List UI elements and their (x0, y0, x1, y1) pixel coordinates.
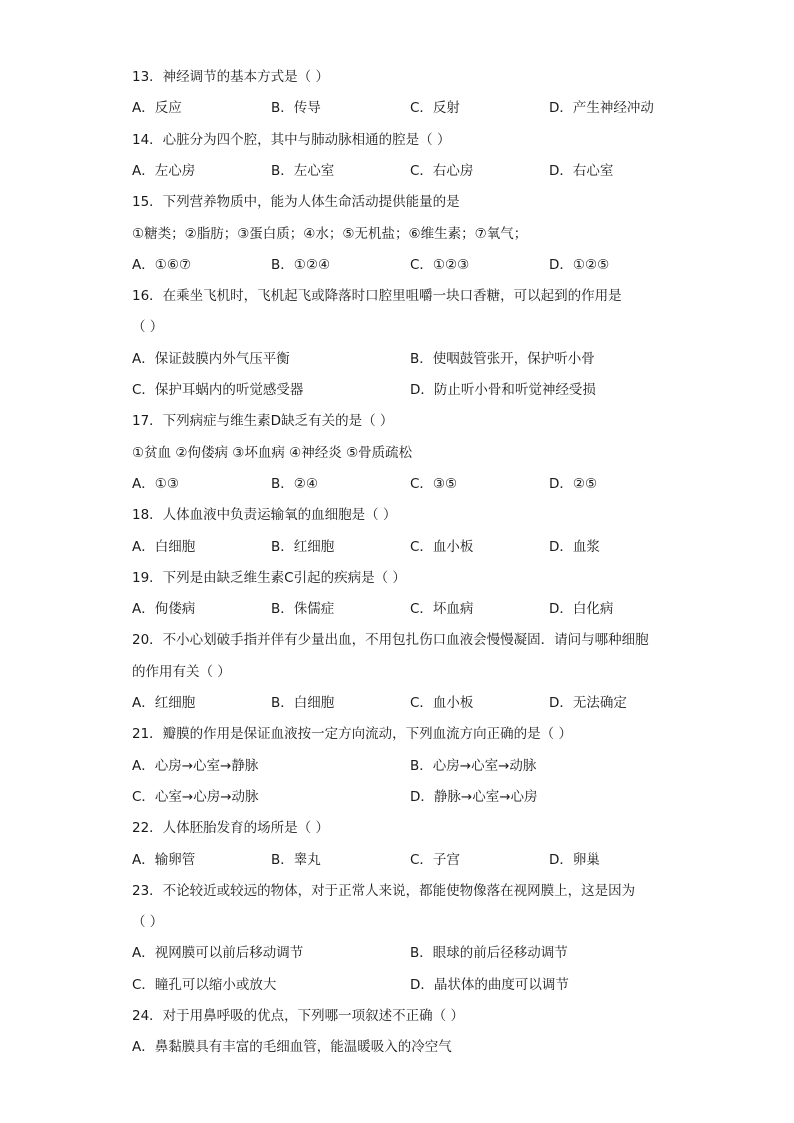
answer-option: B．红细胞 (271, 538, 335, 555)
answer-option: B．眼球的前后径移动调节 (410, 945, 568, 962)
question-stem: 23．不论较近或较远的物体，对于正常人来说，都能使物像落在视网膜上，这是因为 (132, 882, 636, 899)
answer-option: C．坏血病 (410, 601, 474, 618)
answer-option: A．佝偻病 (132, 601, 196, 618)
answer-option: B．侏儒症 (271, 601, 335, 618)
question-stem-continued: ①贫血 ②佝偻病 ③坏血病 ④神经炎 ⑤骨质疏松 (132, 444, 413, 461)
answer-option: D．白化病 (549, 601, 614, 618)
question-stem: 20．不小心划破手指并伴有少量出血，不用包扎伤口血液会慢慢凝固．请问与哪种细胞 (132, 632, 649, 649)
answer-option: B．①②④ (271, 256, 331, 273)
answer-option: B．传导 (271, 100, 321, 117)
question-stem: 17．下列病症与维生素D缺乏有关的是（ ） (132, 413, 394, 430)
answer-option: C．保护耳蜗内的听觉感受器 (132, 382, 304, 398)
question-stem: 24．对于用鼻呼吸的优点，下列哪一项叙述不正确（ ） (132, 1008, 464, 1024)
answer-option: D．②⑤ (549, 475, 598, 492)
answer-option: D．无法确定 (549, 695, 627, 711)
question-stem-continued: 的作用有关（ ） (132, 663, 231, 680)
answer-option: A．反应 (132, 100, 182, 117)
answer-option: D．右心室 (549, 162, 614, 179)
answer-option: C．血小板 (410, 695, 474, 711)
answer-option: C．血小板 (410, 538, 474, 555)
question-stem: 14．心脏分为四个腔，其中与肺动脉相通的腔是（ ） (132, 131, 451, 148)
answer-option: D．卵巢 (549, 851, 600, 868)
question-stem-continued: ①糖类；②脂肪；③蛋白质；④水；⑤无机盐；⑥维生素；⑦氧气； (132, 225, 528, 242)
answer-option: D．防止听小骨和听觉神经受损 (410, 382, 596, 398)
answer-option: D．静脉→心室→心房 (410, 788, 538, 805)
question-stem: 19．下列是由缺乏维生素C引起的疾病是（ ） (132, 569, 406, 586)
question-stem: 21．瓣膜的作用是保证血液按一定方向流动，下列血流方向正确的是（ ） (132, 726, 572, 743)
answer-option: A．①③ (132, 475, 179, 492)
answer-option: D．①②⑤ (549, 256, 610, 273)
answer-option: B．睾丸 (271, 851, 321, 868)
answer-option: C．右心房 (410, 162, 474, 179)
answer-option: B．白细胞 (271, 695, 335, 711)
answer-option: C．③⑤ (410, 475, 458, 492)
question-stem: 16．在乘坐飞机时，飞机起飞或降落时口腔里咀嚼一块口香糖，可以起到的作用是 (132, 288, 622, 305)
answer-option: B．使咽鼓管张开，保护听小骨 (410, 350, 595, 367)
answer-option: A．红细胞 (132, 695, 196, 711)
answer-option: D．晶状体的曲度可以调节 (410, 976, 569, 993)
answer-option: C．瞳孔可以缩小或放大 (132, 976, 277, 993)
answer-option: A．保证鼓膜内外气压平衡 (132, 350, 290, 367)
answer-option: C．反射 (410, 100, 460, 117)
answer-option: A．①⑥⑦ (132, 256, 192, 273)
answer-option: A．输卵管 (132, 851, 196, 868)
question-stem: 18．人体血液中负责运输氧的血细胞是（ ） (132, 507, 397, 524)
question-stem-continued: （ ） (132, 914, 164, 931)
question-stem: 13．神经调节的基本方式是（ ） (132, 69, 329, 85)
question-stem-continued: （ ） (132, 319, 164, 336)
answer-option: B．心房→心室→动脉 (410, 757, 537, 774)
question-stem: 15．下列营养物质中，能为人体生命活动提供能量的是 (132, 194, 460, 211)
answer-option: B．左心室 (271, 162, 335, 179)
answer-option: A．鼻黏膜具有丰富的毛细血管，能温暖吸入的冷空气 (132, 1039, 452, 1056)
answer-option: A．视网膜可以前后移动调节 (132, 945, 304, 962)
answer-option: A．白细胞 (132, 538, 196, 555)
answer-option: C．心室→心房→动脉 (132, 788, 259, 805)
answer-option: A．心房→心室→静脉 (132, 757, 259, 774)
answer-option: D．血浆 (549, 538, 600, 555)
answer-option: B．②④ (271, 475, 318, 492)
answer-option: D．产生神经冲动 (549, 100, 654, 117)
answer-option: C．子宫 (410, 851, 460, 868)
question-stem: 22．人体胚胎发育的场所是（ ） (132, 820, 329, 837)
answer-option: A．左心房 (132, 162, 196, 179)
answer-option: C．①②③ (410, 256, 470, 273)
